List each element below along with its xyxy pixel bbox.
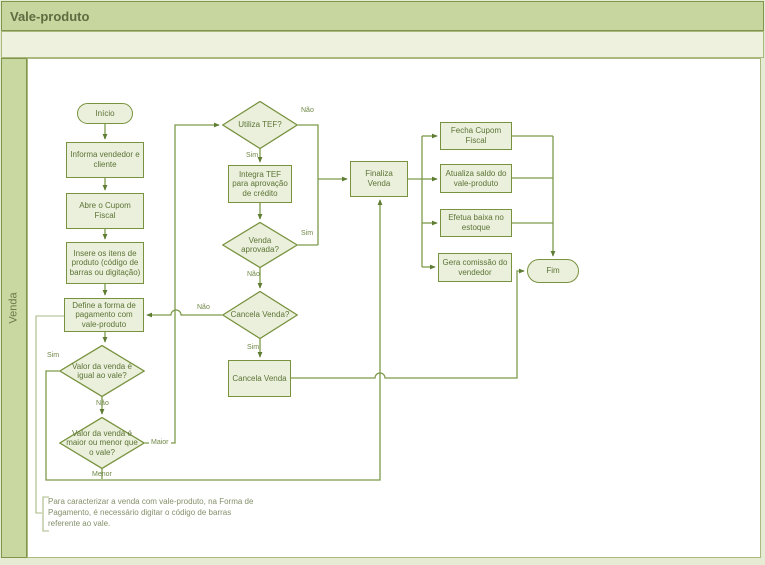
wire-tef-nao-trunk [298,125,318,245]
decision-label: Valor da venda é maior ou menor que o vale? [66,429,138,457]
page-title: Vale-produto [10,8,90,24]
node-efetua-baixa: Efetua baixa no estoque [440,209,512,237]
edge-label-aprovada-sim: Sim [301,230,314,237]
decision-label: Venda aprovada? [241,235,279,254]
node-inicio: Início [77,103,133,124]
edge-label-aprovada-nao: Não [247,271,260,278]
edge-label-maior: Maior [151,439,169,446]
node-fecha-cupom: Fecha Cupom Fiscal [440,122,512,150]
decision-cancela-venda [222,291,298,339]
node-atualiza-saldo: Atualiza saldo do vale-produto [440,164,512,193]
decision-valor-igual [59,345,145,397]
node-gera-comissao: Gera comissão do vendedor [438,253,512,282]
node-informa-vendedor: Informa vendedor e cliente [66,142,144,178]
edge-label-cancela-sim: Sim [247,344,260,351]
node-abre-cupom: Abre o Cupom Fiscal [66,193,144,229]
wire-merge-trunk [512,136,553,223]
wire-maior-utiliza [145,125,219,443]
edge-label-igual-nao: Não [96,400,109,407]
edge-label-cancela-nao: Não [197,304,210,311]
wire-cancelaq-nao-define [147,310,222,315]
decision-label: Utiliza TEF? [238,120,282,130]
decision-valor-maior-menor [59,417,145,469]
node-finaliza-venda: Finaliza Venda [350,161,408,197]
node-fim: Fim [527,259,579,283]
node-integra-tef: Integra TEF para aprovação de crédito [228,165,292,203]
annotation-note: Para caracterizar a venda com vale-produto, na Forma de Pagamento, é necessário digitar o código de barras referente ao vale. [48,497,254,528]
decision-label: Valor da venda é igual ao vale? [72,361,132,380]
swimlane-label: Venda [8,292,21,324]
decision-label: Cancela Venda? [230,310,290,320]
wire-finaliza-branch-trunk [408,136,422,267]
decision-venda-aprovada [222,222,298,268]
edge-label-tef-sim: Sim [246,152,259,159]
node-cancela-venda: Cancela Venda [228,360,291,397]
node-insere-itens: Insere os itens de produto (código de barras ou digitação) [66,242,144,284]
node-define-pagamento: Define a forma de pagamento com vale-produto [64,298,144,332]
edge-label-igual-sim: Sim [47,352,60,359]
edge-label-tef-nao: Não [301,107,314,114]
decision-utiliza-tef [222,101,298,149]
wire-cancela-fim [291,271,524,378]
edge-label-menor: Menor [92,471,112,478]
